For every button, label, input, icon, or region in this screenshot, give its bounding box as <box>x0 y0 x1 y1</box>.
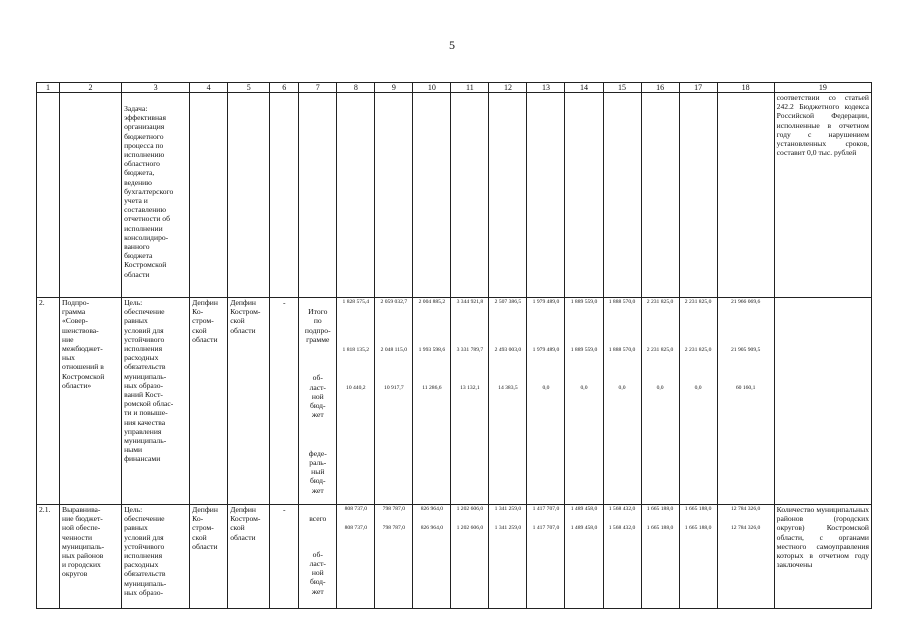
goal-cell: Цель: обеспечение равных условий для устойчивого исполнения расходных обязательств муниципаль- ных образо- <box>122 505 190 609</box>
source-total: Итого по подпро- грамме <box>304 307 331 344</box>
amount-cell: 1 828 575,4 1 818 135,2 10 440,2 <box>337 298 375 505</box>
source-cell <box>299 298 337 505</box>
col6-cell: - <box>270 298 299 505</box>
column-header: 7 <box>299 83 337 93</box>
amount-cell: 826 964,0 826 964,0 <box>413 505 451 609</box>
column-header: 17 <box>679 83 717 93</box>
amount-cell: 1 341 259,0 1 341 259,0 <box>489 505 527 609</box>
page-number: 5 <box>449 38 455 52</box>
amount-cell: 2 004 885,2 1 993 598,6 11 286,6 <box>413 298 451 505</box>
amount-cell: 1 889 559,0 1 889 559,0 0,0 <box>565 298 603 505</box>
column-header: 9 <box>375 83 413 93</box>
source-regional: об- ласт- ной бюд- жет <box>309 373 326 420</box>
column-header: 10 <box>413 83 451 93</box>
column-header: 13 <box>527 83 565 93</box>
column-header: 19 <box>774 83 871 93</box>
source-federal: феде- раль- ный бюд- жет <box>308 448 327 495</box>
amount-cell: 798 787,0 798 787,0 <box>375 505 413 609</box>
column-header: 5 <box>228 83 270 93</box>
program-table <box>36 82 872 609</box>
amount-cell: 1 489 458,0 1 489 458,0 <box>565 505 603 609</box>
event-name: Выравнива- ние бюджет- ной обеспе- ченности муниципаль- ных районов и городских округов <box>60 505 122 609</box>
column-header: 8 <box>337 83 375 93</box>
amount-cell: 1 979 489,0 1 979 489,0 0,0 <box>527 298 565 505</box>
amount-cell: 2 059 032,7 2 048 115,0 10 917,7 <box>375 298 413 505</box>
table-row <box>37 93 872 298</box>
source-total: всего <box>309 514 327 524</box>
column-header: 18 <box>717 83 774 93</box>
column-header: 11 <box>451 83 489 93</box>
amount-cell: 1 665 188,0 1 665 188,0 <box>679 505 717 609</box>
table-row <box>37 298 872 505</box>
column-header: 14 <box>565 83 603 93</box>
col6-cell: - <box>270 505 299 609</box>
source-regional: об- ласт- ной бюд- жет <box>309 549 326 596</box>
column-header: 1 <box>37 83 60 93</box>
header-row <box>37 83 872 93</box>
row-number: 2. <box>37 298 60 505</box>
executor-cell: Депфин Ко- стром- ской области <box>190 505 228 609</box>
goal-cell: Цель: обеспечение равных условий для устойчивого исполнения расходных обязательств муниципаль- ных образо- ваний Кост- ромской облас- ти и повыше- ния качества управления муниципаль- ными финансами <box>122 298 190 505</box>
coexecutor-cell: Депфин Костром- ской области <box>228 298 270 505</box>
amount-cell: 2 231 825,0 2 231 825,0 0,0 <box>679 298 717 505</box>
indicator-cell: соответствии со статьей 242.2 Бюджетного кодекса Российской Федерации, исполненные в отчетном году с нарушением установленных сроков, составит 0,0 тыс. рублей <box>774 93 871 298</box>
amount-cell: 3 344 921,8 3 331 789,7 13 132,1 <box>451 298 489 505</box>
executor-cell: Депфин Ко- стром- ской области <box>190 298 228 505</box>
amount-total-cell: 12 784 326,0 12 784 326,0 <box>717 505 774 609</box>
table-row <box>37 505 872 609</box>
indicator-cell: Количество муниципальных районов (городских округов) Костромской области, с органами местного самоуправления которых в отчетном году заключены <box>774 505 871 609</box>
amount-cell: 808 737,0 808 737,0 <box>337 505 375 609</box>
amount-cell: 1 665 188,0 1 665 188,0 <box>641 505 679 609</box>
column-header: 16 <box>641 83 679 93</box>
source-cell <box>299 505 337 609</box>
amount-cell: 2 231 825,0 2 231 825,0 0,0 <box>641 298 679 505</box>
subprogram-name: Подпро- грамма «Совер- шенствова- ние межбюджет- ных отношений в Костромской области» <box>60 298 122 505</box>
column-header: 6 <box>270 83 299 93</box>
column-header: 4 <box>190 83 228 93</box>
column-header: 15 <box>603 83 641 93</box>
amount-cell: 2 507 386,5 2 493 003,0 14 383,5 <box>489 298 527 505</box>
amount-cell: 1 888 570,0 1 888 570,0 0,0 <box>603 298 641 505</box>
column-header: 12 <box>489 83 527 93</box>
amount-cell: 1 417 707,0 1 417 707,0 <box>527 505 565 609</box>
amount-cell: 1 202 606,0 1 202 606,0 <box>451 505 489 609</box>
amount-cell: 1 568 432,0 1 568 432,0 <box>603 505 641 609</box>
task-cell: Задача: эффективная организация бюджетного процесса по исполнению областного бюджета, ведению бухгалтерского учета и составлению отчетности об исполнении консолидиро- ванного бюджета Костромской области <box>122 93 190 298</box>
column-header: 3 <box>122 83 190 93</box>
amount-total-cell: 21 966 069,6 21 905 909,5 60 160,1 <box>717 298 774 505</box>
coexecutor-cell: Депфин Костром- ской области <box>228 505 270 609</box>
row-number: 2.1. <box>37 505 60 609</box>
column-header: 2 <box>60 83 122 93</box>
